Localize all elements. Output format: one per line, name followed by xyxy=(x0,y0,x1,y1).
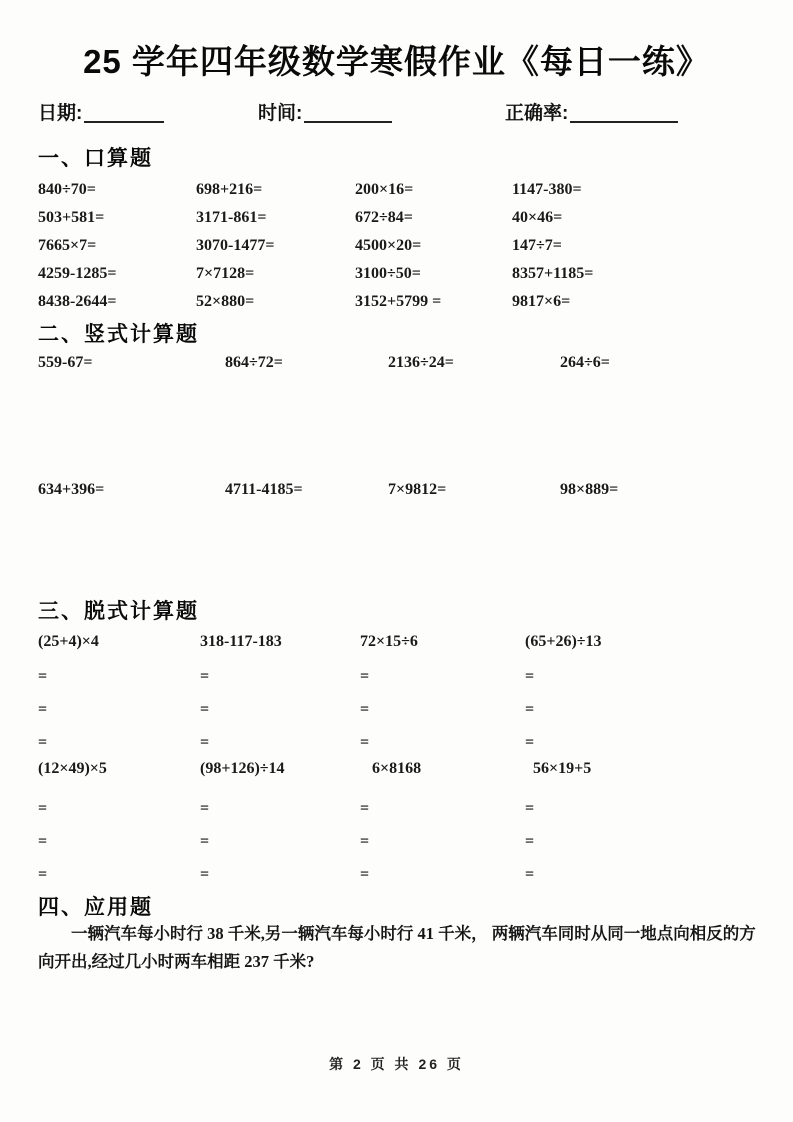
math-problem: (25+4)×4 xyxy=(38,633,99,650)
math-problem: 7665×7= xyxy=(38,237,97,254)
math-problem: 200×16= xyxy=(355,181,414,198)
equals-sign: = xyxy=(525,832,535,850)
equals-sign: = xyxy=(360,865,370,883)
accuracy-blank-line xyxy=(570,103,678,123)
math-problem: 7×7128= xyxy=(196,265,255,282)
time-field xyxy=(258,98,392,125)
equals-sign: = xyxy=(525,700,535,718)
equals-sign: = xyxy=(360,700,370,718)
section-heading-word-problem: 四、应用题 xyxy=(38,896,153,919)
equals-sign: = xyxy=(360,832,370,850)
math-problem: 503+581= xyxy=(38,209,105,226)
equals-sign: = xyxy=(525,799,535,817)
equals-sign: = xyxy=(525,667,535,685)
math-problem: 4711-4185= xyxy=(225,481,303,498)
math-problem: 4500×20= xyxy=(355,237,422,254)
stepwise-problems-group-1 xyxy=(38,633,758,657)
equals-sign: = xyxy=(38,667,48,685)
math-problem: 56×19+5 xyxy=(533,760,592,777)
equals-sign: = xyxy=(38,799,48,817)
oral-problems-grid xyxy=(38,176,758,316)
math-problem: 634+396= xyxy=(38,481,105,498)
stepwise-equals-group-2 xyxy=(38,792,758,891)
equals-sign: = xyxy=(200,733,210,751)
equals-sign: = xyxy=(200,799,210,817)
math-problem: 318-117-183 xyxy=(200,633,282,650)
section-heading-stepwise: 三、脱式计算题 xyxy=(38,600,199,623)
stepwise-equals-group-1 xyxy=(38,660,758,759)
math-problem: 8438-2644= xyxy=(38,293,117,310)
math-problem: 3100÷50= xyxy=(355,265,421,282)
math-problem: (12×49)×5 xyxy=(38,760,107,777)
math-problem: 147÷7= xyxy=(512,237,562,254)
equals-sign: = xyxy=(38,733,48,751)
math-problem: 559-67= xyxy=(38,354,93,371)
time-blank-line xyxy=(304,103,392,123)
math-problem: 1147-380= xyxy=(512,181,582,198)
math-problem: 3152+5799 = xyxy=(355,293,442,310)
math-problem: 672÷84= xyxy=(355,209,413,226)
math-problem: 72×15÷6 xyxy=(360,633,418,650)
equals-sign: = xyxy=(38,865,48,883)
equals-sign: = xyxy=(360,667,370,685)
section-heading-oral: 一、口算题 xyxy=(38,147,153,170)
word-problem-text: 一辆汽车每小时行 38 千米,另一辆汽车每小时行 41 千米， 两辆汽车同时从同一地点向相反的方向开出,经过几小时两车相距 237 千米? xyxy=(38,924,756,971)
stepwise-problems-group-2 xyxy=(38,760,758,784)
math-problem: (98+126)÷14 xyxy=(200,760,285,777)
equals-sign: = xyxy=(525,733,535,751)
math-problem: 264÷6= xyxy=(560,354,610,371)
math-problem: 3070-1477= xyxy=(196,237,275,254)
math-problem: 6×8168 xyxy=(372,760,422,777)
math-problem: 52×880= xyxy=(196,293,255,310)
equals-sign: = xyxy=(38,700,48,718)
equals-sign: = xyxy=(200,832,210,850)
equals-sign: = xyxy=(200,700,210,718)
math-problem: 2136÷24= xyxy=(388,354,454,371)
vertical-problems-row-1 xyxy=(38,354,758,378)
equals-sign: = xyxy=(200,865,210,883)
equals-sign: = xyxy=(525,865,535,883)
math-problem: 864÷72= xyxy=(225,354,283,371)
math-problem: 8357+1185= xyxy=(512,265,594,282)
vertical-problems-row-2 xyxy=(38,481,758,505)
math-problem: 698+216= xyxy=(196,181,263,198)
math-problem: 840÷70= xyxy=(38,181,96,198)
date-blank-line xyxy=(84,103,164,123)
equals-sign: = xyxy=(360,733,370,751)
accuracy-field xyxy=(505,98,678,125)
math-problem: 4259-1285= xyxy=(38,265,117,282)
math-problem: 98×889= xyxy=(560,481,619,498)
math-problem: 9817×6= xyxy=(512,293,571,310)
equals-sign: = xyxy=(38,832,48,850)
math-problem: 7×9812= xyxy=(388,481,447,498)
time-label: 时间: xyxy=(258,103,303,124)
math-problem: 3171-861= xyxy=(196,209,267,226)
date-field xyxy=(38,98,164,125)
equals-sign: = xyxy=(200,667,210,685)
page-number: 第 2 页 共 26 页 xyxy=(329,1056,464,1072)
page-title: 25 学年四年级数学寒假作业《每日一练》 xyxy=(83,43,710,80)
math-problem: (65+26)÷13 xyxy=(525,633,602,650)
accuracy-label: 正确率: xyxy=(505,103,569,124)
section-heading-vertical: 二、竖式计算题 xyxy=(38,323,199,346)
equals-sign: = xyxy=(360,799,370,817)
date-label: 日期: xyxy=(38,103,83,124)
header-fields xyxy=(0,98,793,130)
math-problem: 40×46= xyxy=(512,209,563,226)
